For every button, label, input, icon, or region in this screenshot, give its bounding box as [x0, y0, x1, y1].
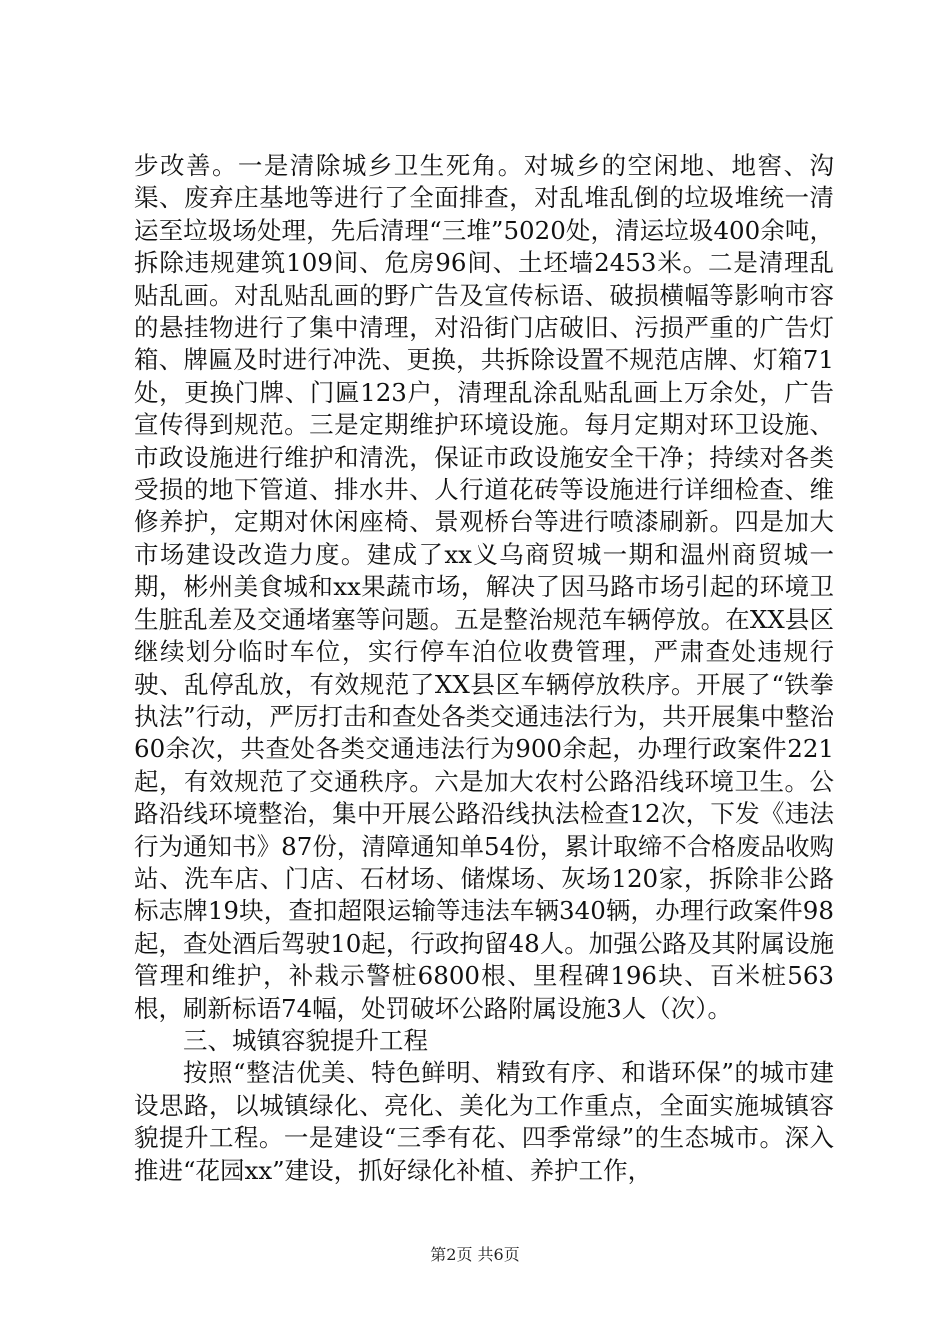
- document-body: [134, 150, 834, 1187]
- body-paragraph-2: 按照“整洁优美、特色鲜明、精致有序、和谐环保”的城市建设思路，以城镇绿化、亮化、美化为工作重点，全面实施城镇容貌提升工程。一是建设“三季有花、四季常绿”的生态城市。深入推进“花园xx”建设，抓好绿化补植、养护工作，: [134, 1058, 834, 1185]
- page-number: 第2页 共6页: [430, 1245, 520, 1264]
- section-heading: 三、城镇容貌提升工程: [183, 1025, 428, 1055]
- body-paragraph-1: 步改善。一是清除城乡卫生死角。对城乡的空闲地、地窖、沟渠、废弃庄基地等进行了全面排查，对乱堆乱倒的垃圾堆统一清运至垃圾场处理，先后清理“三堆”5020处，清运垃圾400余吨，拆除违规建筑109间、危房96间、土坯墙2453米。二是清理乱贴乱画。对乱贴乱画的野广告及宣传标语、破损横幅等影响市容的悬挂物进行了集中清理，对沿街门店破旧、污损严重的广告灯箱、牌匾及时进行冲洗、更换，共拆除设置不规范店牌、灯箱71处，更换门牌、门匾123户，清理乱涂乱贴乱画上万余处，广告宣传得到规范。三是定期维护环境设施。每月定期对环卫设施、市政设施进行维护和清洗，保证市政设施安全干净；持续对各类受损的地下管道、排水井、人行道花砖等设施进行详细检查、维修养护，定期对休闲座椅、景观桥台等进行喷漆刷新。四是加大市场建设改造力度。建成了xx义乌商贸城一期和温州商贸城一期，彬州美食城和xx果蔬市场，解决了因马路市场引起的环境卫生脏乱差及交通堵塞等问题。五是整治规范车辆停放。在XX县区继续划分临时车位，实行停车泊位收费管理，严肃查处违规行驶、乱停乱放，有效规范了XX县区车辆停放秩序。开展了“铁拳执法”行动，严厉打击和查处各类交通违法行为，共开展集中整治60余次，共查处各类交通违法行为900余起，办理行政案件221起，有效规范了交通秩序。六是加大农村公路沿线环境卫生。公路沿线环境整治，集中开展公路沿线执法检查12次，下发《违法行为通知书》87份，清障通知单54份，累计取缔不合格废品收购站、洗车店、门店、石材场、储煤场、灰场120家，拆除非公路标志牌19块，查扣超限运输等违法车辆340辆，办理行政案件98起，查处酒后驾驶10起，行政拘留48人。加强公路及其附属设施管理和维护，补栽示警桩6800根、里程碑196块、百米桩563根，刷新标语74幅，处罚破坏公路附属设施3人（次）。: [134, 151, 834, 1023]
- page-footer: [0, 1244, 950, 1266]
